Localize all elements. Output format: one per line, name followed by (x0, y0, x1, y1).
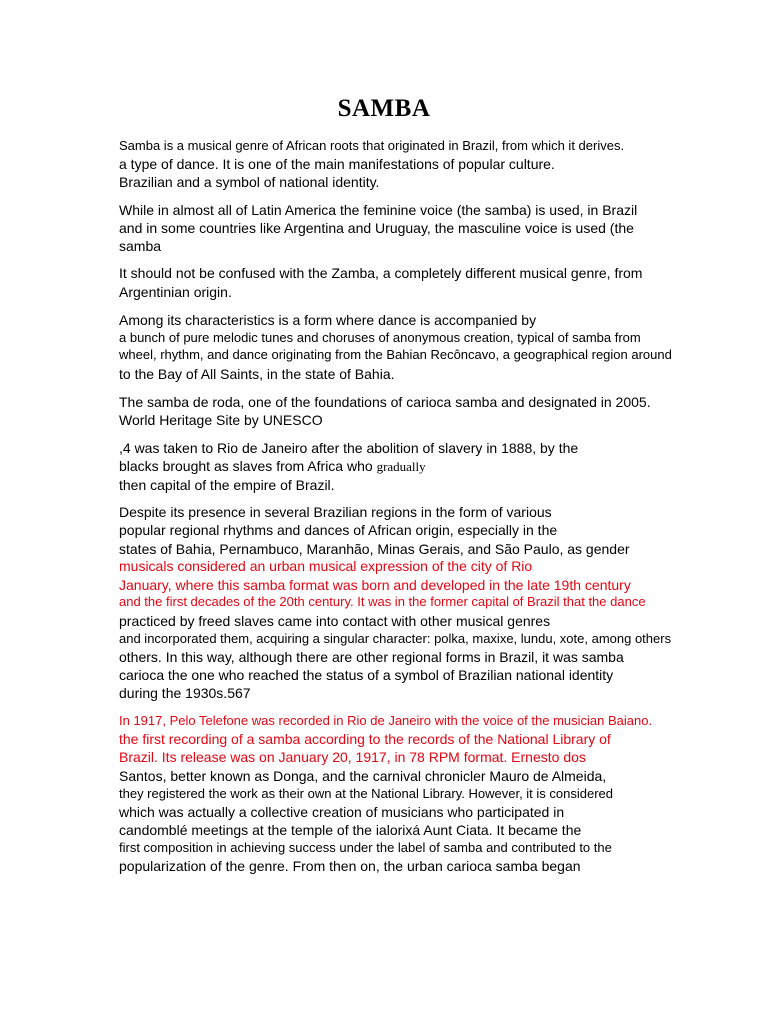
text-line: popular regional rhythms and dances of African origin, especially in the (119, 522, 558, 538)
text-line: first composition in achieving success under the label of samba and contributed to the (119, 840, 612, 855)
text-line: states of Bahia, Pernambuco, Maranhão, Minas Gerais, and São Paulo, as gender (119, 541, 630, 557)
text-line (119, 457, 426, 476)
text-line-highlighted: the first recording of a samba according to the records of the National Library of (119, 731, 611, 747)
text-line: a bunch of pure melodic tunes and choruses of anonymous creation, typical of samba from (119, 330, 641, 345)
text-line: Brazilian and a symbol of national identity. (119, 174, 380, 190)
text-line: candomblé meetings at the temple of the ialorixá Aunt Ciata. It became the (119, 822, 582, 838)
text-line: Samba is a musical genre of African roots that originated in Brazil, from which it derives. (119, 138, 625, 153)
text-line: ,4 was taken to Rio de Janeiro after the abolition of slavery in 1888, by the (119, 440, 579, 456)
document-title: SAMBA (337, 95, 431, 122)
text-line: then capital of the empire of Brazil. (119, 477, 335, 493)
text-line: and incorporated them, acquiring a singular character: polka, maxixe, lundu, xote, among others (119, 631, 672, 646)
text-line: Despite its presence in several Brazilian regions in the form of various (119, 504, 552, 520)
text-line: during the 1930s.567 (119, 685, 251, 701)
text-line: others. In this way, although there are other regional forms in Brazil, it was samba (119, 649, 624, 665)
text-line-highlighted: January, where this samba format was born and developed in the late 19th century (119, 577, 631, 593)
text-line-highlighted: In 1917, Pelo Telefone was recorded in Rio de Janeiro with the voice of the musician Baiano. (119, 713, 653, 728)
text-line-highlighted: and the first decades of the 20th century. It was in the former capital of Brazil that the dance (119, 594, 646, 609)
text-line: The samba de roda, one of the foundations of carioca samba and designated in 2005. (119, 394, 651, 410)
text-line: to the Bay of All Saints, in the state of Bahia. (119, 366, 395, 382)
text-line-highlighted: Brazil. Its release was on January 20, 1917, in 78 RPM format. Ernesto dos (119, 749, 586, 765)
text-line: Santos, better known as Donga, and the carnival chronicler Mauro de Almeida, (119, 768, 607, 784)
text-line: wheel, rhythm, and dance originating from the Bahian Recôncavo, a geographical region around (119, 347, 672, 362)
text-line: carioca the one who reached the status of a symbol of Brazilian national identity (119, 667, 614, 683)
text-line: practiced by freed slaves came into contact with other musical genres (119, 613, 551, 629)
text-line: It should not be confused with the Zamba, a completely different musical genre, from (119, 265, 643, 281)
text-line: Argentinian origin. (119, 284, 232, 300)
text-line: Among its characteristics is a form where dance is accompanied by (119, 312, 537, 328)
text-span: gradually (376, 459, 426, 474)
text-line: a type of dance. It is one of the main manifestations of popular culture. (119, 156, 555, 172)
text-line: samba (119, 238, 162, 254)
text-line: they registered the work as their own at the National Library. However, it is considered (119, 786, 613, 801)
text-line: While in almost all of Latin America the feminine voice (the samba) is used, in Brazil (119, 202, 638, 218)
text-line-highlighted: musicals considered an urban musical expression of the city of Rio (119, 558, 533, 574)
text-line: World Heritage Site by UNESCO (119, 412, 323, 428)
text-span: blacks brought as slaves from Africa who (119, 458, 373, 474)
text-line: which was actually a collective creation of musicians who participated in (119, 804, 565, 820)
text-line: and in some countries like Argentina and Uruguay, the masculine voice is used (the (119, 220, 634, 236)
text-line: popularization of the genre. From then on, the urban carioca samba began (119, 858, 581, 874)
